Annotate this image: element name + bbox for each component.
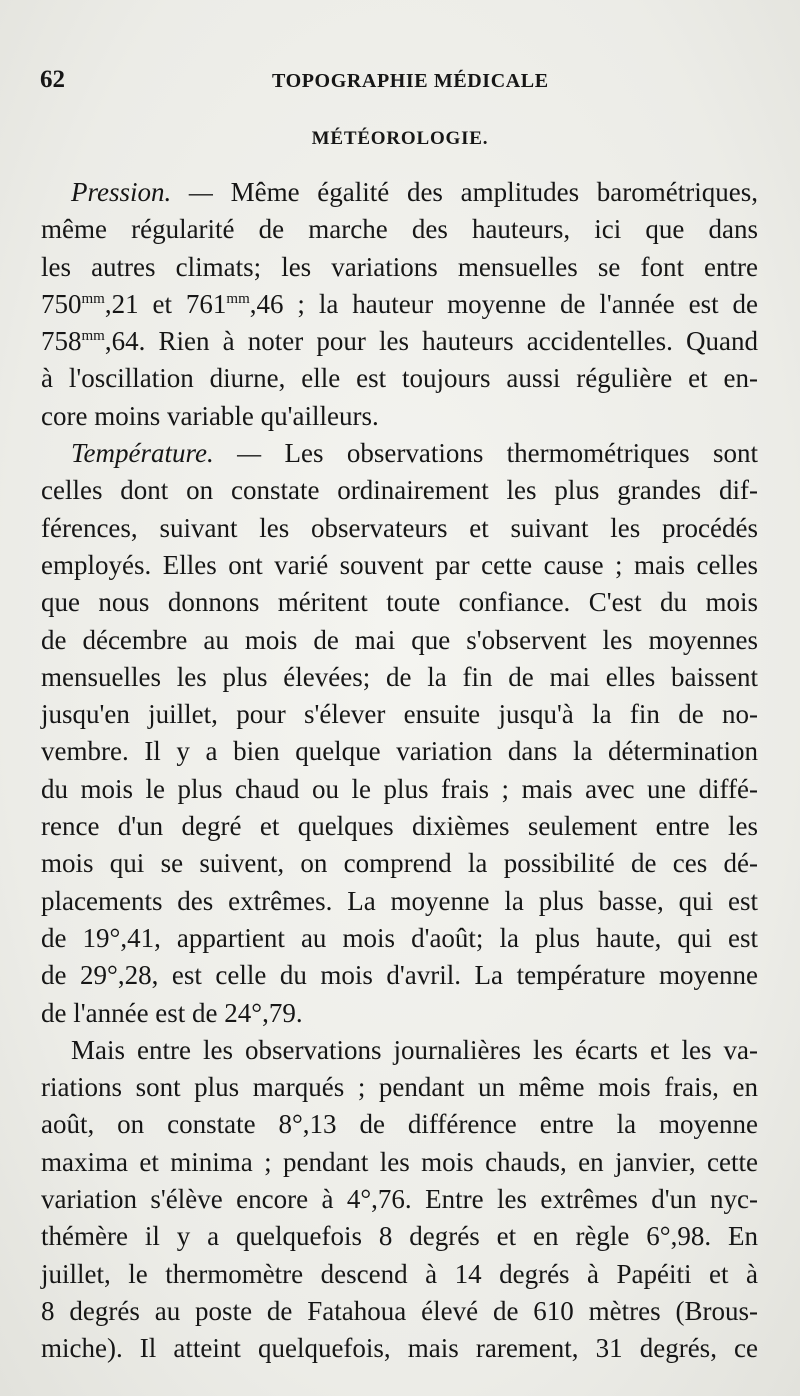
text-line: de 19°,41, appartient au mois d'août; la plus haute, qui est	[41, 922, 758, 953]
text-line: Température. — Les observations thermométriques sont	[71, 438, 759, 469]
page-header	[40, 66, 760, 102]
text-line: 8 degrés au poste de Fatahoua élevé de 610 mètres (Brous-	[41, 1295, 758, 1326]
running-title: TOPOGRAPHIE MÉDICALE	[272, 70, 549, 92]
text-line: celles dont on constate ordinairement les plus grandes dif-	[41, 475, 758, 506]
text-line: Pression. — Même égalité des amplitudes barométriques,	[71, 177, 758, 207]
text-line: du mois le plus chaud ou le plus frais ; mais avec une diffé-	[41, 773, 758, 804]
temperature-label: Température. —	[71, 438, 262, 469]
text-line: à l'oscillation diurne, elle est toujours aussi régulière et en-	[41, 363, 758, 394]
text-line: vembre. Il y a bien quelque variation dans la détermination	[41, 736, 758, 767]
text-line: que nous donnons méritent toute confiance. C'est du mois	[41, 587, 758, 618]
text-line: de 29°,28, est celle du mois d'avril. La température moyenne	[41, 960, 758, 991]
text-line: les autres climats; les variations mensuelles se font entre	[41, 251, 758, 282]
text-line: $750^{mm},21$ et $761^{mm},46$ ; la hauteur moyenne de l'année est de	[41, 288, 758, 319]
text-line: même régularité de marche des hauteurs, ici que dans	[41, 214, 758, 245]
text-line: employés. Elles ont varié souvent par cette cause ; mais celles	[41, 549, 758, 580]
section-heading: MÉTÉOROLOGIE.	[311, 128, 489, 149]
text-line: riations sont plus marqués ; pendant un même mois frais, en	[41, 1072, 758, 1103]
text-line: core moins variable qu'ailleurs.	[41, 400, 379, 431]
text-line: miche). Il atteint quelquefois, mais rarement, 31 degrés, ce	[41, 1333, 758, 1364]
pression-label: Pression. —	[71, 177, 213, 207]
text-line: placements des extrêmes. La moyenne la plus basse, qui est	[41, 885, 758, 916]
text-line: de l'année est de 24°,79.	[41, 997, 303, 1028]
text-line: juillet, le thermomètre descend à 14 degrés à Papéiti et à	[41, 1258, 758, 1289]
text-line: mois qui se suivent, on comprend la possibilité de ces dé-	[41, 848, 758, 879]
body-text	[41, 174, 758, 1368]
text-line: variation s'élève encore à 4°,76. Entre les extrêmes d'un nyc-	[41, 1184, 758, 1215]
text-line: rence d'un degré et quelques dixièmes seulement entre les	[41, 811, 758, 842]
text-line: Mais entre les observations journalières les écarts et les va-	[71, 1034, 758, 1065]
text-line: férences, suivant les observateurs et suivant les procédés	[41, 512, 758, 543]
text-line: $758^{mm},64$. Rien à noter pour les hauteurs accidentelles. Quand	[41, 326, 758, 357]
text-line: thémère il y a quelquefois 8 degrés et en règle 6°,98. En	[41, 1221, 758, 1252]
text-line: août, on constate 8°,13 de différence entre la moyenne	[41, 1109, 758, 1140]
page-number: 62	[40, 66, 65, 93]
text-line: maxima et minima ; pendant les mois chauds, en janvier, cette	[41, 1146, 758, 1177]
text-line: de décembre au mois de mai que s'observent les moyennes	[41, 624, 758, 655]
text-line: jusqu'en juillet, pour s'élever ensuite jusqu'à la fin de no-	[41, 699, 758, 730]
text-line: mensuelles les plus élevées; de la fin de mai elles baissent	[41, 661, 758, 692]
